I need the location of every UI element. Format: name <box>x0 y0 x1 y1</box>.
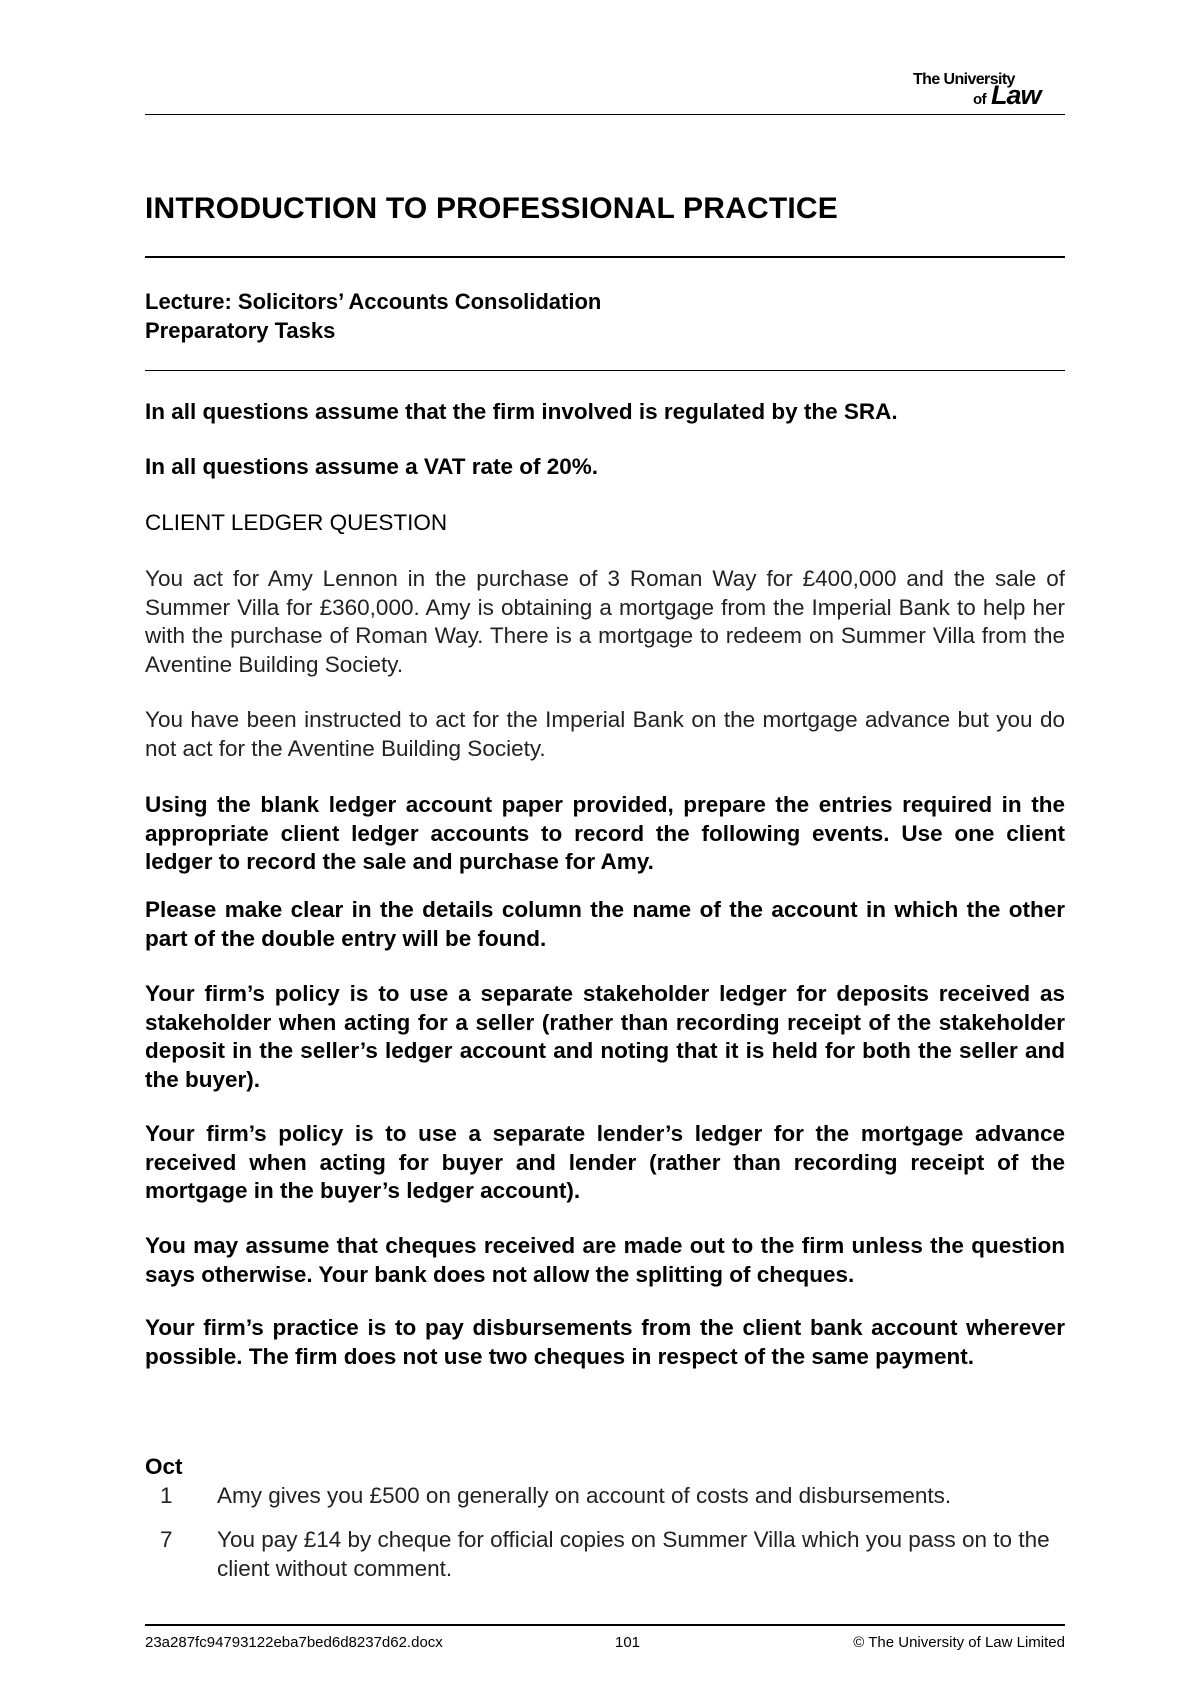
event-item <box>145 1526 1065 1583</box>
lecture-heading <box>145 287 601 345</box>
logo-line-law: Law <box>991 80 1041 108</box>
instruction-paragraph-4: Your firm’s policy is to use a separate lender’s ledger for the mortgage advance received when acting for buyer and lender (rather than recording receipt of the mortgage in the buyer’s ledger account). <box>145 1121 1065 1203</box>
event-day: 1 <box>160 1482 173 1508</box>
footer-copyright: © The University of Law Limited <box>853 1634 1065 1651</box>
event-text: You pay £14 by cheque for official copies on Summer Villa which you pass on to the client without comment. <box>217 1527 1050 1581</box>
page-title: INTRODUCTION TO PROFESSIONAL PRACTICE <box>145 192 838 225</box>
event-day: 7 <box>160 1527 173 1552</box>
logo-line-university: The University <box>913 71 1015 88</box>
university-of-law-logo <box>855 68 1065 108</box>
footer-rule <box>145 1624 1065 1626</box>
lecture-title: Lecture: Solicitors’ Accounts Consolidation <box>145 289 602 314</box>
lecture-rule <box>145 370 1065 371</box>
instruction-paragraph-1: Using the blank ledger account paper provided, prepare the entries required in the appropriate client ledger accounts to record the following events. Use one client ledger to record the sale and purchase for Amy. <box>145 792 1065 874</box>
lecture-subtitle: Preparatory Tasks <box>145 318 336 343</box>
assumption-1: In all questions assume that the firm involved is regulated by the SRA. <box>145 399 898 424</box>
header-rule <box>145 114 1065 115</box>
events-month: Oct <box>145 1454 183 1479</box>
assumption-2: In all questions assume a VAT rate of 20%. <box>145 454 599 479</box>
scenario-paragraph-2: You have been instructed to act for the Imperial Bank on the mortgage advance but you do not act for the Aventine Building Society. <box>145 707 1065 761</box>
title-rule <box>145 256 1065 258</box>
scenario-paragraph-1: You act for Amy Lennon in the purchase of 3 Roman Way for £400,000 and the sale of Summer Villa for £360,000. Amy is obtaining a mortgage from the Imperial Bank to help her with the purchase of Roman Way. There is a mortgage to redeem on Summer Villa from the Aventine Building Society. <box>145 566 1065 677</box>
footer-filename: 23a287fc94793122eba7bed6d8237d62.docx <box>145 1634 443 1651</box>
footer-page-number: 101 <box>615 1634 641 1651</box>
section-heading: CLIENT LEDGER QUESTION <box>145 510 448 535</box>
document-page <box>145 0 1065 1698</box>
event-item <box>145 1482 1065 1511</box>
event-text: Amy gives you £500 on generally on account of costs and disbursements. <box>217 1482 952 1508</box>
instruction-paragraph-2: Please make clear in the details column the name of the account in which the other part of the double entry will be found. <box>145 897 1065 951</box>
events-list <box>145 1453 1065 1583</box>
logo-line-of: of <box>973 91 986 108</box>
instruction-paragraph-3: Your firm’s policy is to use a separate stakeholder ledger for deposits received as stakeholder when acting for a seller (rather than recording receipt of the stakeholder deposit in the seller’s ledger account and noting that it is held for both the seller and the buyer). <box>145 981 1065 1092</box>
instruction-paragraph-6: Your firm’s practice is to pay disbursements from the client bank account wherever possible. The firm does not use two cheques in respect of the same payment. <box>145 1315 1065 1369</box>
instruction-paragraph-5: You may assume that cheques received are made out to the firm unless the question says otherwise. Your bank does not allow the splitting of cheques. <box>145 1233 1065 1287</box>
